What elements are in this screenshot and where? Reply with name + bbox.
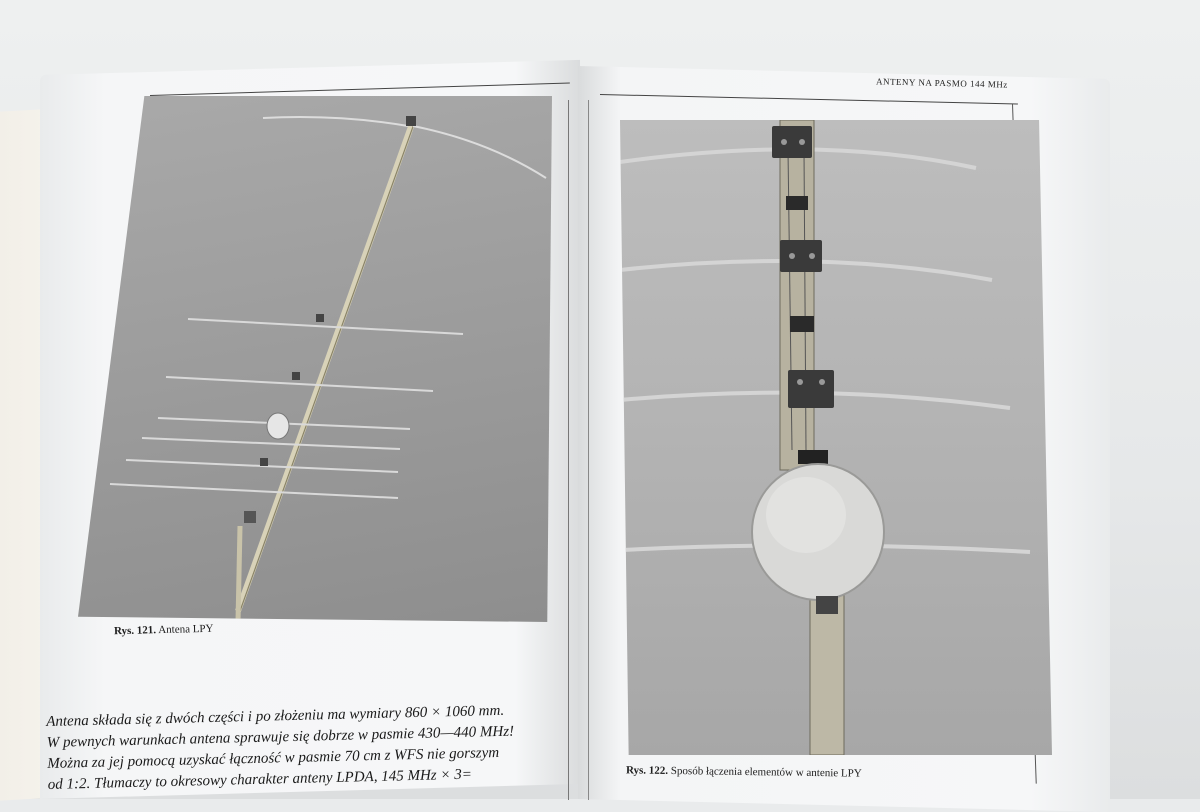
right-caption-text: Sposób łączenia elementów w antenie LPY: [670, 764, 862, 780]
left-caption-number: Rys. 121.: [113, 624, 157, 638]
antenna-photo-lpy: [78, 96, 552, 622]
antenna-lpy-illustration: [78, 96, 552, 622]
right-caption-number: Rys. 122.: [625, 764, 669, 777]
left-page-inner-line: [568, 100, 569, 800]
body-line-2: W pewnych warunkach antena sprawuje się dobrze w pasmie 430—440 MHz!: [46, 723, 515, 751]
left-body-text: [46, 699, 564, 796]
body-line-4: od 1:2. Tłumaczy to okresowy charakter anteny LPDA, 145 MHz × 3=: [47, 766, 473, 793]
body-line-1: Antena składa się z dwóch części i po złożeniu ma wymiary 860 × 1060 mm.: [46, 702, 505, 730]
left-caption-text: Antena LPY: [158, 622, 214, 637]
antenna-connection-illustration: [620, 120, 1052, 755]
antenna-connection-photo: [620, 120, 1052, 755]
right-page-header: ANTENY NA PASMO 144 MHz: [875, 76, 1008, 90]
body-line-3: Można za jej pomocą uzyskać łączność w pasmie 70 cm z WFS nie gorszym: [47, 744, 500, 772]
right-page-inner-line: [588, 100, 589, 800]
